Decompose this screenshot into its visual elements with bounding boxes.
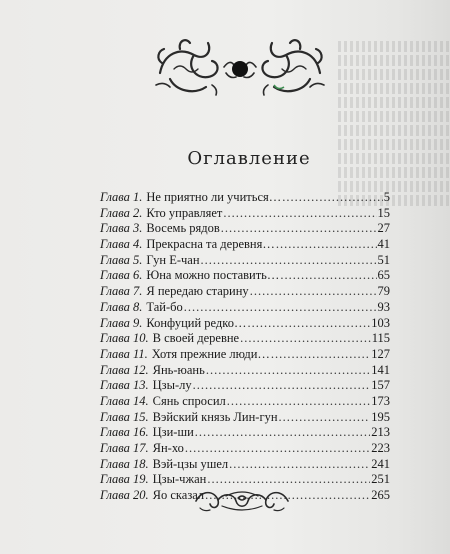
- chapter-title: В своей деревне: [152, 331, 240, 346]
- chapter-label: Глава 3.: [100, 221, 143, 236]
- chapter-page-number: 5: [383, 190, 390, 204]
- chapter-title: Цзи-ши: [152, 425, 194, 440]
- chapter-page-number: 41: [377, 237, 390, 252]
- chapter-label: Глава 16.: [100, 425, 149, 440]
- chapter-page-number: 213: [371, 425, 390, 440]
- chapter-label: Глава 17.: [100, 441, 149, 455]
- toc-entry: [100, 410, 390, 426]
- chapter-label: Глава 10.: [100, 331, 149, 346]
- chapter-title: Прекрасна та деревня…: [146, 237, 275, 252]
- chapter-title: Ян-хо: [152, 441, 184, 455]
- page-title: Оглавление: [187, 148, 311, 169]
- dot-leader: [193, 378, 371, 394]
- dot-leader: [276, 237, 377, 253]
- dot-leader: [185, 441, 370, 457]
- dot-leader: [195, 425, 370, 441]
- chapter-title: Юна можно поставить…: [146, 268, 280, 283]
- chapter-page-number: 251: [371, 472, 390, 487]
- chapter-label: Глава 8.: [100, 299, 143, 314]
- chapter-title: Цзы-лу: [152, 378, 192, 393]
- chapter-title: Я передаю старину: [146, 284, 249, 299]
- toc-entry: [100, 394, 390, 410]
- chapter-label: Глава 18.: [100, 456, 149, 471]
- chapter-title: Цзы-чжан: [152, 472, 207, 487]
- chapter-title: Вэйский князь Лин-гун: [152, 409, 278, 424]
- chapter-label: Глава 9.: [100, 315, 143, 330]
- chapter-label: Глава 20.: [100, 488, 149, 503]
- chapter-label: Глава 12.: [100, 362, 149, 377]
- chapter-title: Конфуций редко…: [146, 315, 247, 330]
- dot-leader: [280, 268, 376, 284]
- chapter-page-number: 93: [377, 299, 390, 314]
- chapter-label: Глава 2.: [100, 205, 143, 220]
- toc-entry: [100, 331, 390, 347]
- chapter-label: Глава 5.: [100, 252, 143, 267]
- toc-entry: [100, 363, 390, 379]
- scroll-ornament-icon: [192, 486, 292, 516]
- dot-leader: [271, 347, 370, 363]
- chapter-page-number: 115: [371, 331, 390, 346]
- dot-leader: [221, 221, 377, 237]
- chapter-page-number: 65: [377, 268, 390, 283]
- toc-entry: [100, 316, 390, 332]
- chapter-page-number: 173: [371, 393, 390, 408]
- chapter-label: Глава 1.: [100, 190, 143, 204]
- chapter-page-number: 79: [377, 284, 390, 299]
- chapter-page-number: 223: [371, 441, 390, 455]
- chapter-page-number: 27: [377, 221, 390, 236]
- chapter-label: Глава 7.: [100, 284, 143, 299]
- toc-entry: [100, 378, 390, 394]
- chapter-label: Глава 15.: [100, 409, 149, 424]
- dot-leader: [206, 363, 370, 379]
- chapter-label: Глава 13.: [100, 378, 149, 393]
- chapter-page-number: 51: [377, 252, 390, 267]
- chapter-page-number: 141: [371, 362, 390, 377]
- chapter-title: Янь-юань: [152, 362, 205, 377]
- toc-entry: [100, 206, 390, 222]
- dragons-ornament-icon: [150, 33, 330, 103]
- toc-entry: [100, 221, 390, 237]
- chapter-title: Сянь спросил: [152, 393, 226, 408]
- chapter-title: Яо сказал: [152, 488, 205, 503]
- dot-leader: [229, 457, 370, 473]
- toc-entry: [100, 441, 390, 457]
- chapter-page-number: 195: [371, 409, 390, 424]
- chapter-title: Хотя прежние люди…: [151, 346, 270, 361]
- dot-leader: [279, 410, 371, 426]
- toc-entry: [100, 300, 390, 316]
- chapter-title: Тай-бо: [146, 299, 183, 314]
- dot-leader: [250, 284, 377, 300]
- chapter-page-number: 103: [371, 315, 390, 330]
- toc-entry: [100, 253, 390, 269]
- chapter-title: Гун Е-чан: [146, 252, 200, 267]
- chapter-label: Глава 19.: [100, 472, 149, 487]
- dot-leader: [227, 394, 370, 410]
- chapter-title: Не приятно ли учиться…: [146, 190, 282, 204]
- dot-leader: [223, 206, 376, 222]
- toc-entry: [100, 457, 390, 473]
- chapter-page-number: 157: [371, 378, 390, 393]
- table-of-contents: [100, 190, 390, 504]
- chapter-title: Вэй-цзы ушел: [152, 456, 229, 471]
- dot-leader: [201, 253, 377, 269]
- chapter-label: Глава 11.: [100, 346, 148, 361]
- chapter-page-number: 265: [371, 488, 390, 503]
- toc-entry: [100, 347, 390, 363]
- toc-entry: [100, 190, 390, 206]
- dot-leader: [282, 190, 383, 206]
- toc-entry: [100, 268, 390, 284]
- chapter-page-number: 241: [371, 456, 390, 471]
- chapter-page-number: 127: [371, 346, 390, 361]
- toc-entry: [100, 425, 390, 441]
- dot-leader: [240, 331, 371, 347]
- dot-leader: [247, 316, 370, 332]
- chapter-label: Глава 14.: [100, 393, 149, 408]
- toc-entry: [100, 237, 390, 253]
- toc-entry: [100, 284, 390, 300]
- chapter-page-number: 15: [377, 205, 390, 220]
- chapter-label: Глава 6.: [100, 268, 143, 283]
- dot-leader: [184, 300, 377, 316]
- chapter-title: Кто управляет: [146, 205, 223, 220]
- chapter-title: Восемь рядов: [146, 221, 220, 236]
- chapter-label: Глава 4.: [100, 237, 143, 252]
